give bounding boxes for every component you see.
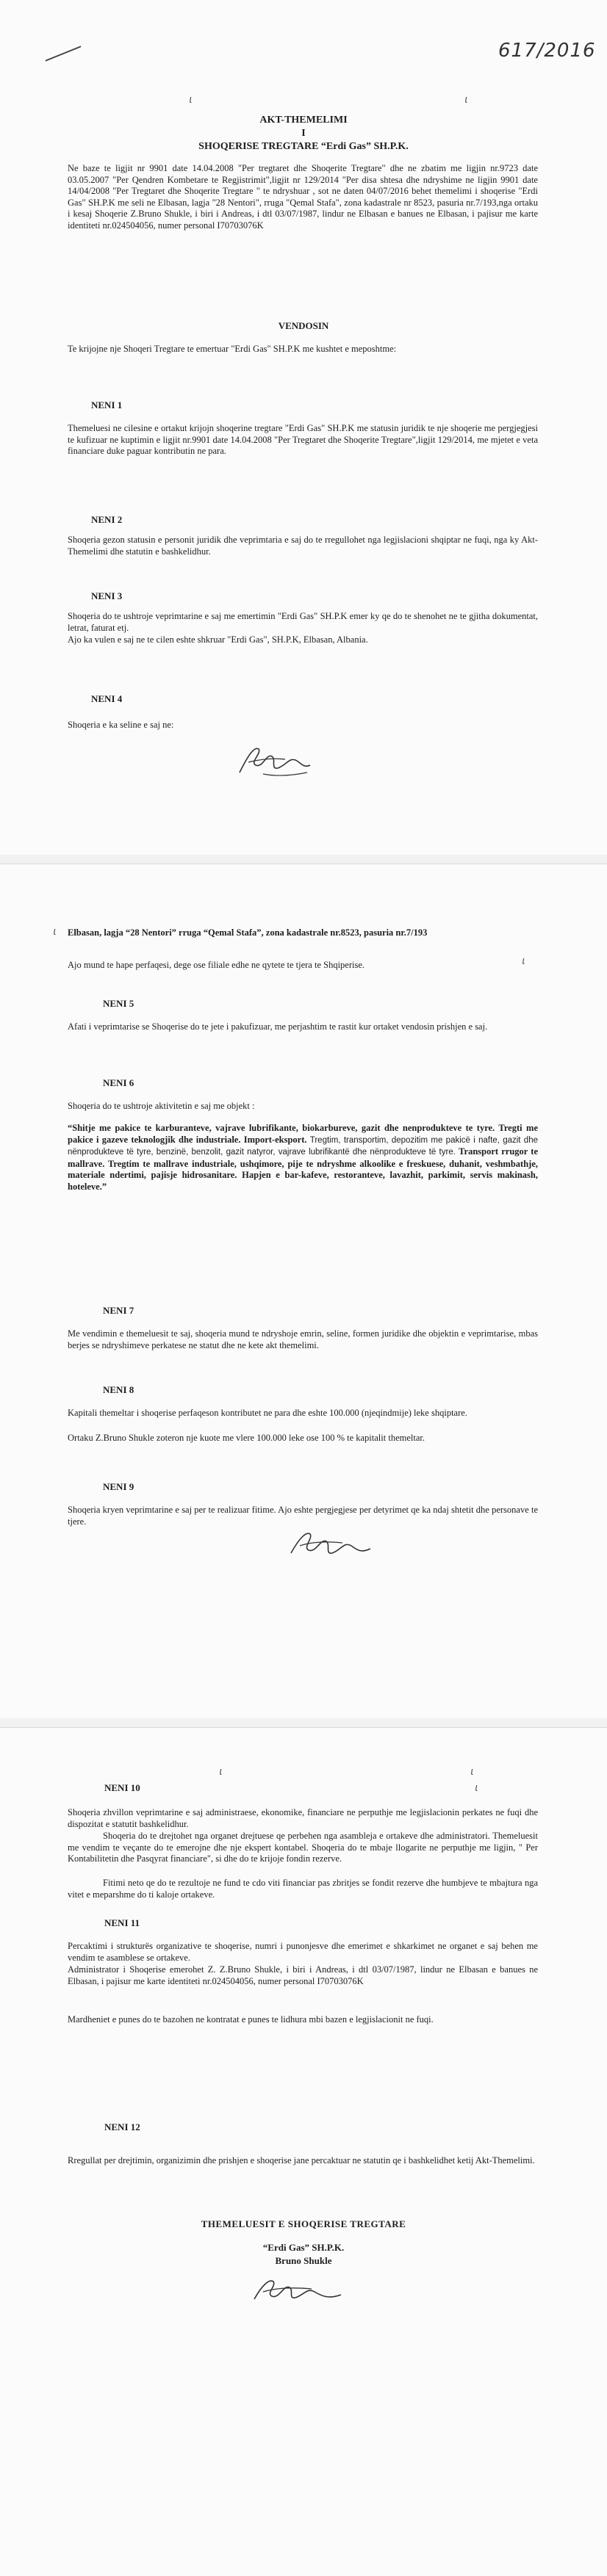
margin-mark-left: ɩ bbox=[53, 926, 57, 938]
founder-name: Bruno Shukle bbox=[275, 2255, 332, 2266]
margin-mark-left: ɩ bbox=[219, 1766, 223, 1778]
margin-mark-right: ɩ bbox=[470, 1766, 475, 1778]
neni-8-text: Kapitali themeltar i shoqerise perfaqeson kontributet ne para dhe eshte 100.000 (njeqindmije) leke shqiptare. bbox=[68, 1408, 467, 1418]
neni-4-text: Shoqeria e ka seline e saj ne: bbox=[68, 720, 174, 730]
neni-10-paragraph-1: Shoqeria zhvillon veprimtarine e saj administraese, ekonomike, financiare ne perputhje me legjislacionin perkates ne fuqi dhe dispozitat e statutit bashkelidhur. bbox=[68, 1807, 538, 1829]
neni-6-object bbox=[68, 1123, 538, 1193]
address-line: Elbasan, lagja “28 Nentori” rruga “Qemal Stafa”, zona kadastrale nr.8523, pasuria nr.7/193 bbox=[68, 927, 428, 938]
neni-9-text: Shoqeria kryen veprimtarine e saj per te realizuar fitime. Ajo eshte pergjegjese per detyrimet qe ka ndaj shtetit dhe personave te tjere. bbox=[68, 1505, 538, 1527]
neni-2-heading: NENI 2 bbox=[91, 514, 123, 525]
neni-11-heading: NENI 11 bbox=[104, 1917, 140, 1928]
neni-2-text: Shoqeria gezon statusin e personit juridik dhe veprimtaria e saj do te rregullohet nga legjislacioni shqiptar ne fuqi, nga ky Akt-Themelimi dhe statutin e bashkelidhur. bbox=[68, 535, 538, 557]
signature-page-2 bbox=[287, 1524, 375, 1565]
document-page-2 bbox=[0, 864, 607, 1719]
neni-10-heading: NENI 10 bbox=[104, 1782, 140, 1793]
neni-8-heading: NENI 8 bbox=[103, 1384, 134, 1395]
neni-11-paragraph-2: Administrator i Shoqerise emerohet Z. Z.Bruno Shukle, i biri i Andreas, i dtl 03/07/1987, lindur ne Elbasan e banues ne Elbasan, i pajisur me karte identiteti nr.024504056, numer personal I70703076K bbox=[68, 1964, 538, 1986]
vendosin-text: Te krijojne nje Shoqeri Tregtare te emertuar "Erdi Gas" SH.P.K me kushtet e meposhtme: bbox=[68, 344, 397, 354]
neni-1-text: Themeluesi ne cilesine e ortakut krijojn shoqerine tregtare "Erdi Gas" SH.P.K me statusin juridik te nje shoqerie me pergjegjesi te kufizuar ne kuptimin e ligjit nr.9901 date 14.04.2008 "Per Tregtaret dhe Shoqerite Tregtare",ligjit 129/2014, me mjetet e veta financiare duke paguar kontributin ne para. bbox=[68, 423, 538, 456]
margin-mark-right: ɩ bbox=[522, 955, 526, 967]
vendosin-heading: VENDOSIN bbox=[278, 320, 329, 331]
neni-6-text: Shoqeria do te ushtroje aktivitetin e saj me objekt : bbox=[68, 1101, 255, 1111]
neni-4-heading: NENI 4 bbox=[91, 693, 123, 704]
page-separator bbox=[0, 1718, 607, 1727]
margin-mark-left: ɩ bbox=[189, 94, 193, 106]
neni-6-heading: NENI 6 bbox=[103, 1077, 134, 1088]
neni-3-heading: NENI 3 bbox=[91, 590, 123, 601]
neni-8-text-2: Ortaku Z.Bruno Shukle zoteron nje kuote me vlere 100.000 leke ose 100 % te kapitalit themeltar. bbox=[68, 1433, 425, 1443]
intro-paragraph: Ne baze te ligjit nr 9901 date 14.04.2008 "Per tregtaret dhe Shoqerite Tregtare" dhe ne zbatim me ligjin nr.9723 date 03.05.2007 "Per Qendren Kombetare te Regjistrimit",ligjit nr 129/2014 "Per disa shtesa dhe ndryshime ne ligjin 9901 date 14/04/2008 "Per Tregtaret dhe Shoqerite Tregtare " te ndryshuar , sot ne daten 04/07/2016 behet themelimi i shoqerise "Erdi Gas" SH.P.K me seli ne Elbasan, lagja "28 Nentori", rruga "Qemal Stafa", zona kadastrale nr 8523, pasuria nr.7/193,nga ortaku i kesaj Shoqerie Z.Bruno Shukle, i biri i Andreas, i dtl 03/07/1987, lindur ne Elbasan e banues ne Elbasan, i pajisur me karte identiteti nr.024504056, numer personal I70703076K bbox=[68, 163, 538, 231]
page-separator bbox=[0, 855, 607, 864]
neni-10-paragraph-3: Fitimi neto qe do te rezultoje ne fund te cdo viti financiar pas zbritjes se fondit rezerve dhe humbjeve te mbajtura nga vitet e meparshme do ti kaloje ortakeve. bbox=[68, 1878, 538, 1900]
neni-6-object-part-b: Tregtim, transportim, depozitim me pakicë i nafte, gazit dhe nënprodukteve të tyre, benzinë, benzolit, gazit natyror, vajrave lubrifikantë dhe nënprodukteve të tyre. bbox=[68, 1135, 538, 1157]
neni-6-object-part-c: Transport rrugor te mallrave. Tregtim te mallrave industriale, ushqimore, pije te ndryshme alkoolike e freskuese, duhanit, veshmbathje, materiale ndertimi, pajisje hidrosanitare. Hapjen e bar-kafeve, restoranteve, lavazhit, parkimit, servis makinash, hoteleve.” bbox=[68, 1146, 538, 1192]
neni-6-object-part-a: “Shitje me pakice te karburanteve, vajrave lubrifikante, biokarbureve, gazit dhe nenprodukteve te tyre. Tregti me pakice i gazeve teknologjik dhe industriale. Import-eksport. bbox=[68, 1123, 538, 1145]
margin-mark-right: ɩ bbox=[464, 94, 469, 106]
neni-5-heading: NENI 5 bbox=[103, 998, 134, 1009]
neni-12-text: Rregullat per drejtimin, organizimin dhe prishjen e shoqerise jane percaktuar ne statutin qe i bashkelidhet ketij Akt-Themelimi. bbox=[68, 2155, 535, 2166]
signature-page-1 bbox=[234, 740, 315, 781]
document-page-1 bbox=[0, 0, 607, 855]
neni-11-paragraph-1: Percaktimi i strukturës organizative te shoqerise, numri i punonjesve dhe emerimet e shkarkimet ne organet e saj behen me vendim te asamblese se ortakeve. bbox=[68, 1941, 538, 1963]
document-page-3 bbox=[0, 1727, 607, 2576]
margin-mark-right-2: ɩ bbox=[475, 1782, 479, 1794]
neni-3-text: Shoqeria do te ushtroje veprimtarine e saj me emertimin "Erdi Gas" SH.P.K emer ky qe do te shenohet ne te gjitha dokumentat, letrat, faturat etj. bbox=[68, 611, 538, 633]
neni-9-heading: NENI 9 bbox=[103, 1481, 134, 1492]
document-title-connector: I bbox=[301, 128, 306, 139]
company-title: SHOQERISE TREGTARE “Erdi Gas” SH.P.K. bbox=[198, 141, 409, 152]
document-title: AKT-THEMELIMI bbox=[259, 115, 348, 126]
neni-1-heading: NENI 1 bbox=[91, 399, 123, 410]
pen-mark bbox=[46, 46, 82, 61]
neni-11-paragraph-3: Mardheniet e punes do te bazohen ne kontratat e punes te lidhura mbi bazen e legjislacionit ne fuqi. bbox=[68, 2014, 434, 2025]
neni-12-heading: NENI 12 bbox=[104, 2121, 140, 2132]
founders-title: THEMELUESIT E SHOQERISE TREGTARE bbox=[201, 2218, 406, 2229]
address-continuation: Ajo mund te hape perfaqesi, dege ose filiale edhe ne qytete te tjera te Shqiperise. bbox=[68, 960, 365, 970]
handwritten-registration-number: 617/2016 bbox=[498, 40, 596, 62]
signature-page-3 bbox=[250, 2273, 345, 2309]
neni-10-paragraph-2: Shoqeria do te drejtohet nga organet drejtuese qe perbehen nga asambleja e ortakeve dhe administratori. Themeluesit me vendim te veçante do te emerojne dhe nje ekspert kontabel. Shoqeria do te mbaje llogarite ne perputhje me ligjin, " Per Kontabilitetin dhe Pasqyrat financiare", si dhe do te krijoje fondin rezerve. bbox=[68, 1831, 538, 1864]
neni-7-text: Me vendimin e themeluesit te saj, shoqeria mund te ndryshoje emrin, seline, formen juridike dhe objektin e veprimtarise, mbas berjes se ndryshimeve perkatese ne statut dhe ne kete akt themelimi. bbox=[68, 1328, 538, 1350]
neni-5-text: Afati i veprimtarise se Shoqerise do te jete i pakufizuar, me perjashtim te rastit kur ortaket vendosin prishjen e saj. bbox=[68, 1021, 488, 1032]
founder-company: “Erdi Gas” SH.P.K. bbox=[262, 2242, 345, 2253]
neni-3-seal-text: Ajo ka vulen e saj ne te cilen eshte shkruar "Erdi Gas", SH.P.K, Elbasan, Albania. bbox=[68, 634, 368, 645]
neni-7-heading: NENI 7 bbox=[103, 1305, 134, 1316]
